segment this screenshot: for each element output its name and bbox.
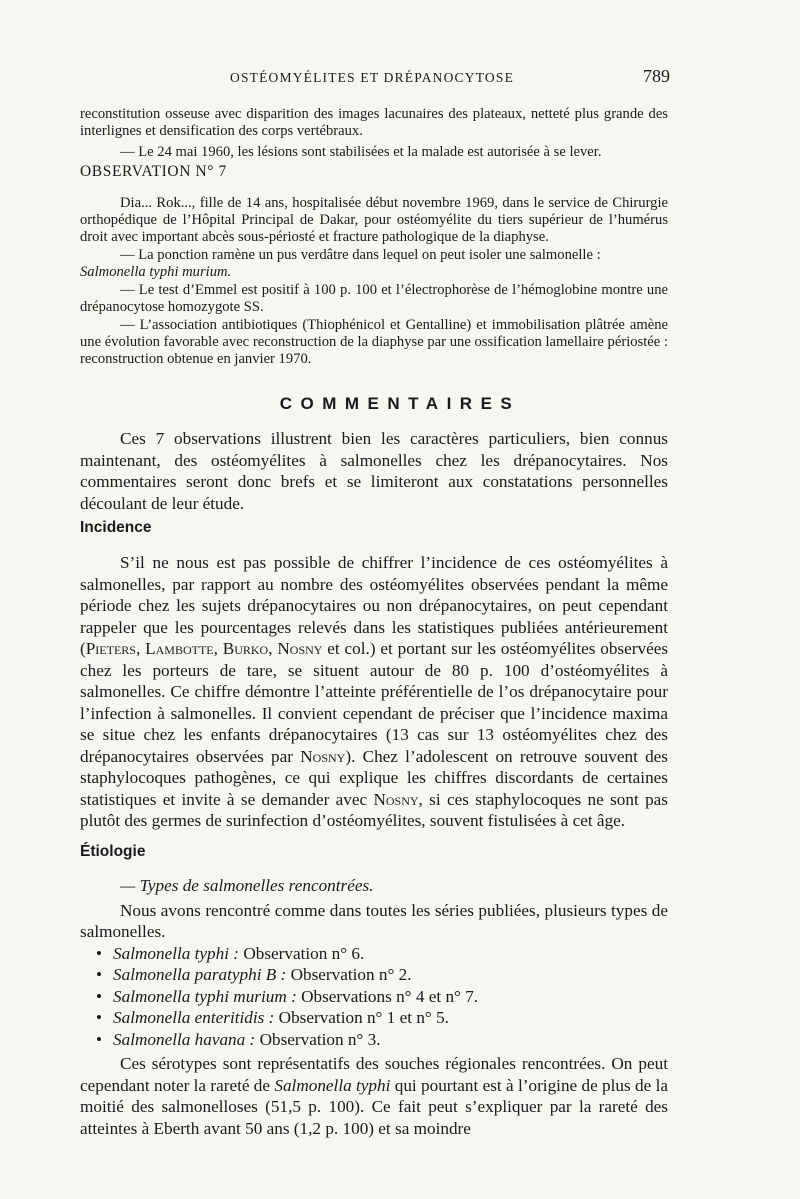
text-run: qui pourtant est à l’origine de plus de la moitié des salmonelloses (51,5 p. 100). Ce fait peut s’expliquer par la rareté des atteintes à Eberth avant 50 ans (1,2 p. 100) et sa moindre [80, 1075, 668, 1138]
observation-title: OBSERVATION N° 7 [80, 163, 227, 180]
list-item [113, 1029, 668, 1051]
text-run: Ces sérotypes sont représentatifs des souches régionales rencontrées. On peut cependant noter la rareté de [80, 1054, 668, 1095]
paragraph: S’il ne nous est pas possible de chiffrer l’incidence de ces ostéomyélites à salmonelles, par rapport au nombre des ostéomyélites observées pendant la même période chez les sujets drépanocytaires ou non drépanocytaires, on peut cependant rappeler que les pourcentages relevés dans les statistiques publiées antérieurement (Pieters, Lambotte, Burko, Nosny et col.) et portant sur les ostéomyélites observées chez les porteurs de tare, se situent autour de 80 p. 100 d’ostéomyélites à salmonelles. Ce chiffre démontre l’atteinte préférentielle de l’os drépanocytaire pour l’infection à salmonelles. Il convient cependant de préciser que l’incidence maxima se situe chez les enfants drépanocytaires (13 cas sur 13 ostéomyélites chez des drépanocytaires observées par Nosny). Chez l’adolescent on retrouve souvent des staphylocoques pathogènes, ce qui explique les chiffres discordants de certaines statistiques et invite à se demander avec Nosny, si ces staphylocoques ne sont pas plutôt des germes de surinfection d’ostéomyélites, souvent fistulisées à cet âge. [80, 553, 669, 830]
author-name: Nosny [277, 639, 323, 658]
observation-body [80, 195, 668, 368]
list-item [113, 986, 668, 1008]
incidence-body [80, 552, 668, 832]
observation-ref: Observation n° 3. [255, 1029, 381, 1049]
observation-ref: Observation n° 6. [239, 943, 365, 963]
paragraph: reconstitution osseuse avec disparition des images lacunaires des plateaux, netteté plus grande des interlignes et densification des corps vertébraux. [80, 106, 668, 139]
paragraph-text: — La ponction ramène un pus verdâtre dans lequel on peut isoler une salmonelle : [120, 247, 601, 263]
subheading-incidence: Incidence [80, 519, 152, 536]
etiologie-subtitle [80, 875, 668, 897]
page-header [80, 68, 670, 90]
paragraph: Ces 7 observations illustrent bien les caractères particuliers, bien connus maintenant, des ostéomyélites à salmonelles chez les drépanocytaires. Nos commentaires seront donc brefs et se limiteront aux constatations personnelles découlant de leur étude. [80, 429, 668, 513]
salmonella-list [80, 943, 668, 1051]
species-name: Salmonella enteritidis : [113, 1008, 275, 1027]
paragraph: Dia... Rok..., fille de 14 ans, hospitalisée début novembre 1969, dans le service de Chirurgie orthopédique de l’Hôpital Principal de Dakar, pour ostéomyélite du tiers supérieur de l’humérus droit avec important abcès sous-périosté et fracture pathologique de la diaphyse. [80, 195, 668, 245]
author-name: Nosny [300, 746, 346, 766]
etiologie-body [80, 875, 668, 1139]
commentaires-intro [80, 428, 668, 514]
species-name: Salmonella typhi murium : [113, 986, 297, 1006]
species-name: Salmonella typhi murium. [80, 264, 232, 280]
species-name: Salmonella paratyphi B : [113, 965, 287, 984]
list-item [113, 1007, 668, 1029]
paragraph: — L’association antibiotiques (Thiophénicol et Gentalline) et immobilisation plâtrée amène une évolution favorable avec reconstruction de la diaphyse par une ossification lamellaire périostée : reconstruction obtenue en janvier 1970. [80, 317, 668, 367]
species-name: Salmonella typhi : [113, 943, 240, 963]
paragraph [80, 1053, 668, 1139]
paragraph [80, 247, 668, 281]
author-name: Nosny [373, 789, 419, 809]
species-name: Salmonella havana : [113, 1029, 256, 1049]
subheading-etiologie: Étiologie [80, 843, 146, 860]
text-run: ). Chez l’adolescent on retrouve souvent des staphylocoques pathogènes, ce qui explique les chiffres discordants de certaines statistiques et invite à se demander avec [80, 746, 668, 809]
species-name: Salmonella typhi [274, 1075, 391, 1095]
section-heading-commentaires: COMMENTAIRES [279, 394, 521, 413]
author-name: Lambotte [145, 639, 214, 658]
running-title: OSTÉOMYÉLITES ET DRÉPANOCYTOSE [230, 70, 515, 85]
author-name: Pieters [85, 639, 136, 658]
list-item [113, 964, 668, 986]
observation-ref: Observations n° 4 et n° 7. [296, 986, 479, 1006]
text-run: S’il ne nous est pas possible de chiffrer l’incidence de ces ostéomyélites à salmonelles, par rapport au nombre des ostéomyélites observées pendant la même période chez les sujets drépanocytaires ou non drépanocytaires, on peut cependant rappeler que les pourcentages relevés dans les statistiques publiées antérieurement ( [80, 553, 668, 658]
subtitle-text: — Types de salmonelles rencontrées. [120, 876, 374, 895]
list-item [113, 943, 668, 965]
paragraph: — Le 24 mai 1960, les lésions sont stabilisées et la malade est autorisée à se lever. [120, 144, 602, 160]
text-run: , si ces staphylocoques ne sont pas plutôt des germes de surinfection d’ostéomyélites, souvent fistulisées à cet âge. [80, 789, 668, 830]
page-number: 789 [643, 66, 670, 86]
text-run: et col.) et portant sur les ostéomyélites observées chez les porteurs de tare, se situent autour de 80 p. 100 d’ostéomyélites à salmonelles. Ce chiffre démontre l’atteinte préférentielle de l’os drépanocytaire pour l’infection à salmonelles. Il convient cependant de préciser que l’incidence maxima se situe chez les enfants drépanocytaires (13 cas sur 13 ostéomyélites chez des drépanocytaires observées par [80, 639, 669, 766]
observation-ref: Observation n° 1 et n° 5. [274, 1008, 449, 1027]
paragraph: Nous avons rencontré comme dans toutes les séries publiées, plusieurs types de salmonelles. [80, 900, 668, 941]
paragraph: — Le test d’Emmel est positif à 100 p. 100 et l’électrophorèse de l’hémoglobine montre une drépanocytose homozygote SS. [80, 282, 668, 315]
observation-ref: Observation n° 2. [286, 965, 412, 984]
top-paragraphs [80, 106, 668, 161]
author-name: Burko [222, 639, 269, 658]
